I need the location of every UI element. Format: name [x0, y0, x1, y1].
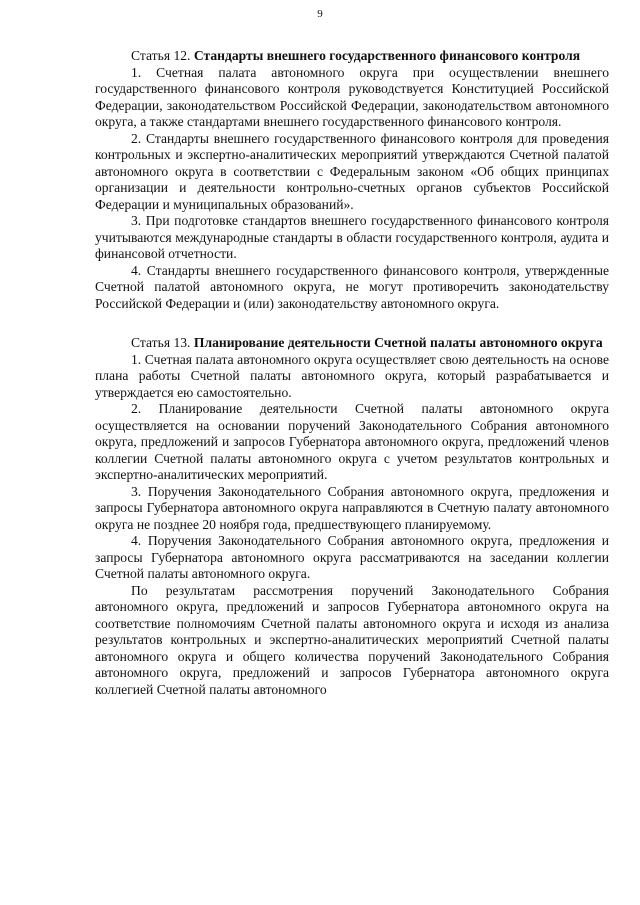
- article-12-title: Стандарты внешнего государственного финансового контроля: [193, 48, 581, 63]
- article-13: [95, 335, 609, 698]
- article-13-label: Статья 13.: [131, 335, 191, 350]
- article-13-title: Планирование деятельности Счетной палаты автономного округа: [193, 335, 603, 350]
- article-13-paragraph-5: По результатам рассмотрения поручений Законодательного Собрания автономного округа, предложений и запросов Губернатора автономного округа на соответствие полномочиям Счетной палаты автономного округа и исходя из анализа результатов контрольных и экспертно-аналитических мероприятий Счетной палаты автономного округа и общего количества поручений Законодательного Собрания автономного округа, предложений и запросов Губернатора автономного округа коллегией Счетной палаты автономного: [95, 582, 609, 697]
- page-number: 9: [317, 8, 323, 20]
- article-12-heading: [95, 48, 609, 65]
- article-12-paragraph-2: 2. Стандарты внешнего государственного финансового контроля для проведения контрольных и экспертно-аналитических мероприятий утверждаются Счетной палатой автономного округа в соответствии с Федеральным законом «Об общих принципах организации и деятельности контрольно-счетных органов субъектов Российской Федерации и муниципальных образований».: [95, 130, 609, 212]
- article-13-paragraph-1: 1. Счетная палата автономного округа осуществляет свою деятельность на основе плана работы Счетной палаты автономного округа, который разрабатывается и утверждается ею самостоятельно.: [95, 351, 609, 400]
- article-12: [95, 48, 609, 312]
- article-12-paragraph-3: 3. При подготовке стандартов внешнего государственного финансового контроля учитываются международные стандарты в области государственного контроля, аудита и финансовой отчетности.: [95, 213, 609, 261]
- article-12-paragraph-4: 4. Стандарты внешнего государственного финансового контроля, утвержденные Счетной палатой автономного округа, не могут противоречить законодательству Российской Федерации и (или) законодательству автономного округа.: [95, 262, 609, 311]
- article-13-paragraph-3: 3. Поручения Законодательного Собрания автономного округа, предложения и запросы Губернатора автономного округа направляются в Счетную палату автономного округа не позднее 20 ноября года, предшествующего планируемому.: [95, 483, 609, 532]
- article-13-paragraph-4: 4. Поручения Законодательного Собрания автономного округа, предложения и запросы Губернатора автономного округа рассматриваются на заседании коллегии Счетной палаты автономного округа.: [95, 533, 609, 581]
- article-12-paragraph-1: 1. Счетная палата автономного округа при осуществлении внешнего государственного финансового контроля руководствуется Конституцией Российской Федерации, законодательством Российской Федерации, законодательством автономного округа, а также стандартами внешнего государственного финансового контроля.: [95, 64, 609, 129]
- article-13-heading: [95, 335, 609, 352]
- article-13-paragraph-2: 2. Планирование деятельности Счетной палаты автономного округа осуществляется на основании поручений Законодательного Собрания автономного округа, предложений и запросов Губернатора автономного округа, предложений членов коллегии Счетной палаты автономного округа с учетом результатов контрольных и экспертно-аналитических мероприятий.: [95, 401, 609, 482]
- article-12-label: Статья 12.: [131, 48, 191, 63]
- document-body: [95, 48, 609, 698]
- section-spacer: [95, 312, 609, 335]
